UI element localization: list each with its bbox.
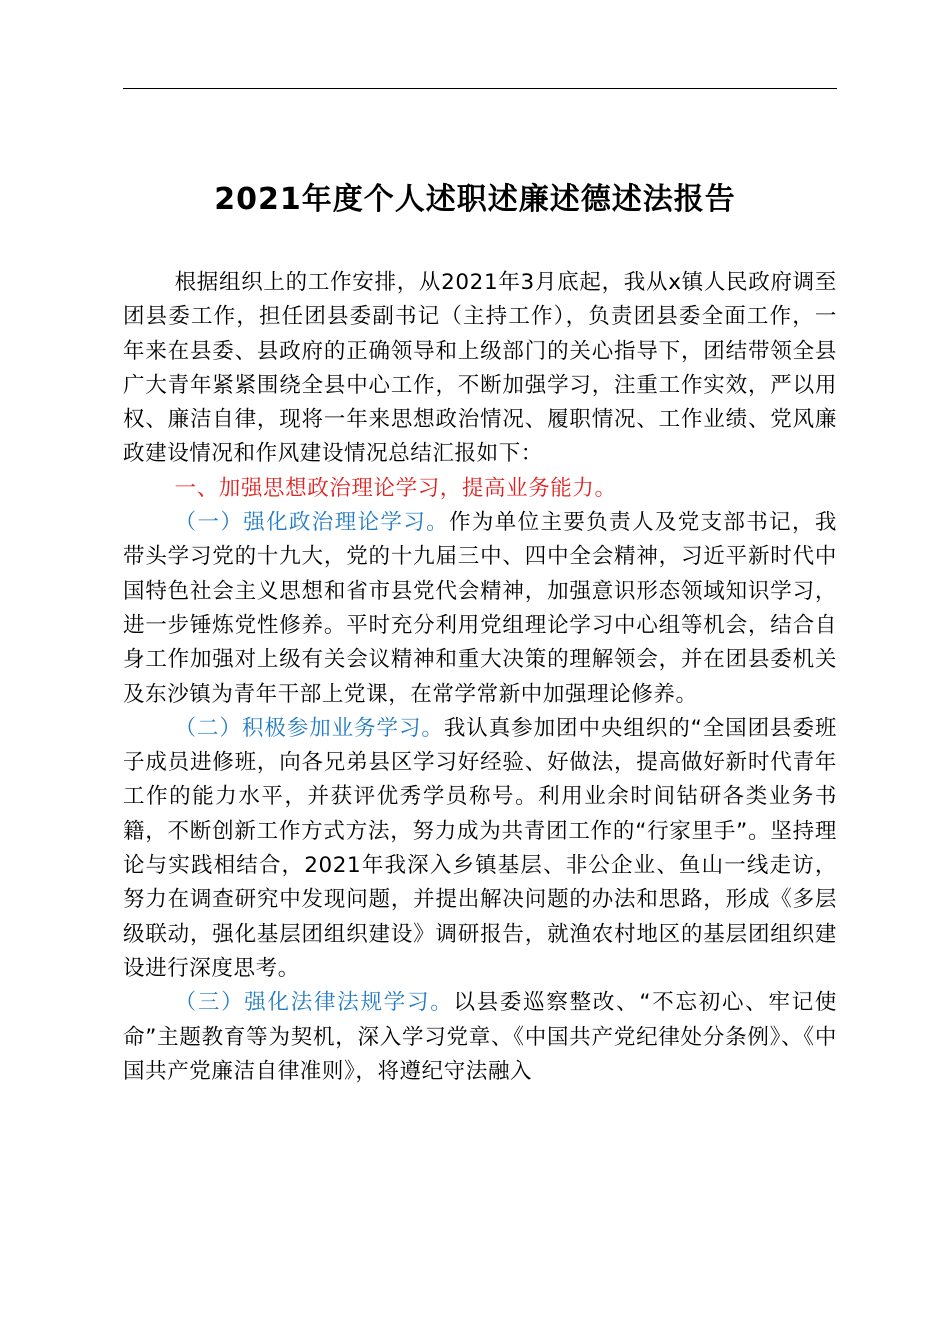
document-body: [123, 266, 837, 1089]
subsection-3-heading: （三）强化法律法规学习。: [174, 990, 454, 1016]
subsection-2-paragraph: [123, 712, 837, 986]
section-1-heading: 一、加强思想政治理论学习，提高业务能力。: [174, 475, 617, 501]
header-rule: [123, 88, 837, 89]
document-title: 2021年度个人述职述廉述德述法报告: [214, 182, 736, 217]
subsection-2-heading: （二）积极参加业务学习。: [174, 715, 444, 741]
intro-paragraph: 根据组织上的工作安排，从2021年3月底起，我从x镇人民政府调至团县委工作，担任团县委副书记（主持工作），负责团县委全面工作，一年来在县委、县政府的正确领导和上级部门的关心指导下，团结带领全县广大青年紧紧围绕全县中心工作，不断加强学习，注重工作实效，严以用权、廉洁自律，现将一年来思想政治情况、履职情况、工作业绩、党风廉政建设情况和作风建设情况总结汇报如下：: [123, 270, 837, 467]
subsection-1-body: 作为单位主要负责人及党支部书记，我带头学习党的十九大，党的十九届三中、四中全会精神，习近平新时代中国特色社会主义思想和省市县党代会精神，加强意识形态领域知识学习，进一步锤炼党性修养。平时充分利用党组理论学习中心组等机会，结合自身工作加强对上级有关会议精神和重大决策的理解领会，并在团县委机关及东沙镇为青年干部上党课，在常学常新中加强理论修养。: [123, 510, 838, 707]
subsection-1-paragraph: [123, 506, 837, 712]
subsection-1-heading: （一）强化政治理论学习。: [174, 510, 450, 536]
subsection-3-body: 以县委巡察整改、“不忘初心、牢记使命”主题教育等为契机，深入学习党章、《中国共产党纪律处分条例》、《中国共产党廉洁自律准则》，将遵纪守法融入: [123, 990, 837, 1084]
subsection-2-body: 我认真参加团中央组织的“全国团县委班子成员进修班，向各兄弟县区学习好经验、好做法，提高做好新时代青年工作的能力水平，并获评优秀学员称号。利用业余时间钻研各类业务书籍，不断创新工作方式方法，努力成为共青团工作的“行家里手”。坚持理论与实践相结合，2021年我深入乡镇基层、非公企业、鱼山一线走访，努力在调查研究中发现问题，并提出解决问题的办法和思路，形成《多层级联动，强化基层团组织建设》调研报告，就渔农村地区的基层团组织建设进行深度思考。: [123, 715, 837, 981]
subsection-3-paragraph: [123, 986, 837, 1089]
